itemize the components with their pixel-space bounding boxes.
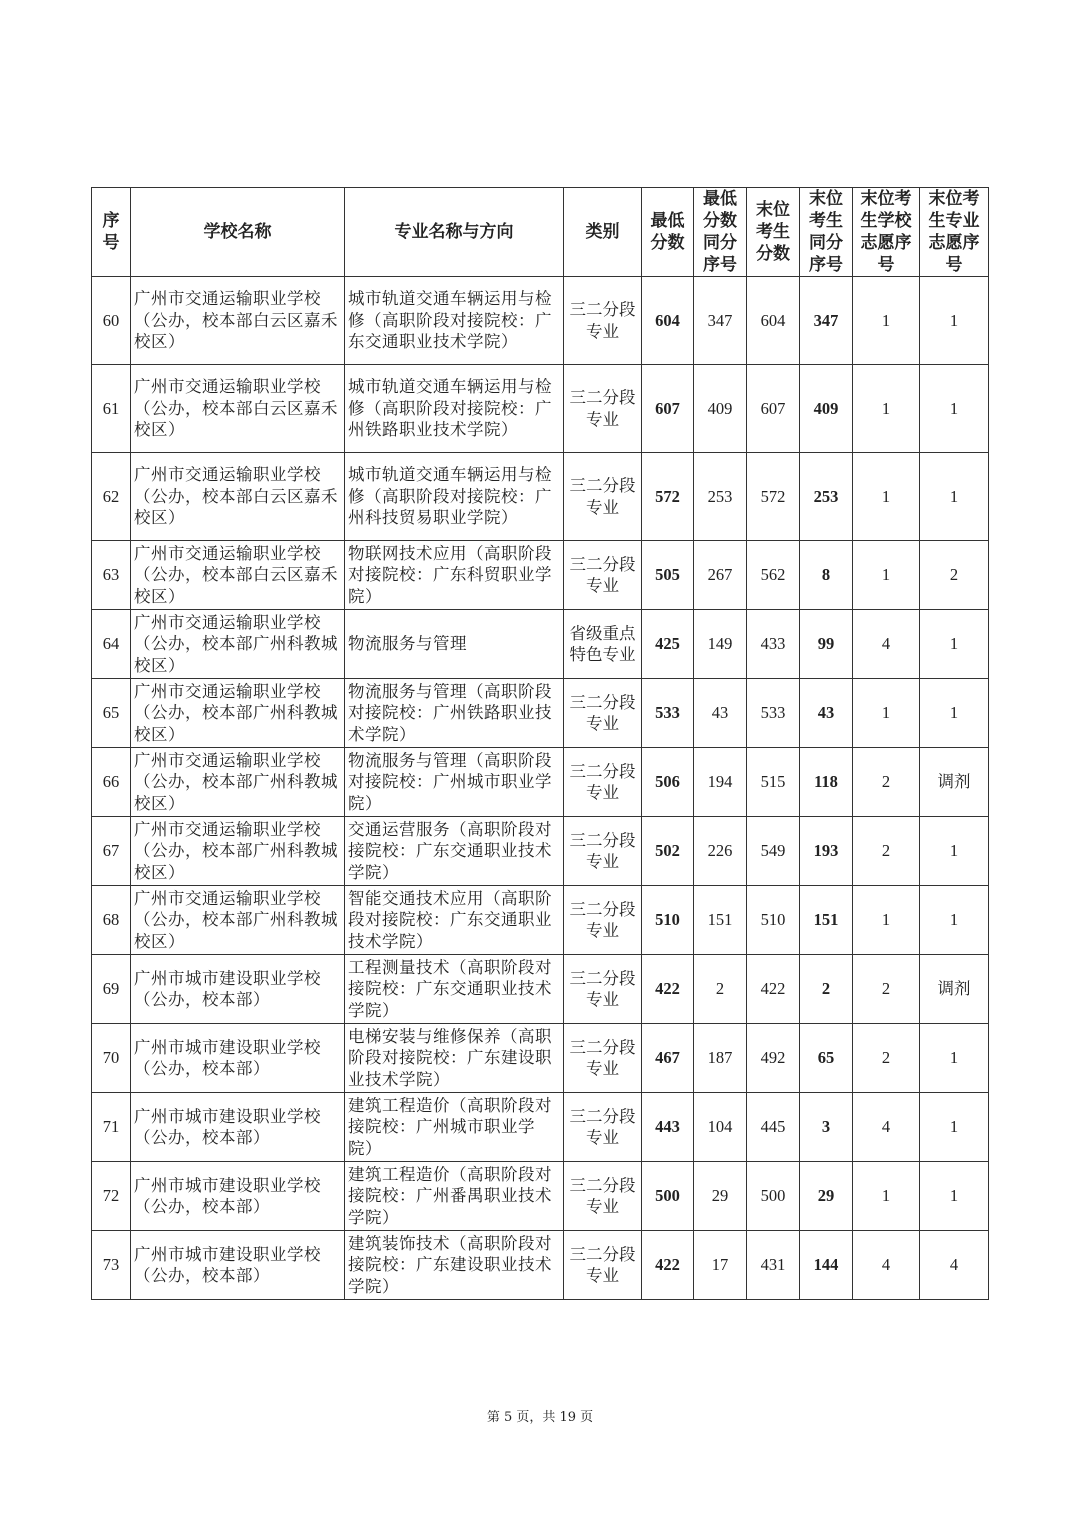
cell-min-score: 510 — [642, 886, 694, 955]
cell-major: 建筑装饰技术（高职阶段对接院校：广东建设职业技术学院） — [345, 1231, 564, 1300]
admission-table — [91, 187, 989, 1300]
cell-min-score: 467 — [642, 1024, 694, 1093]
cell-min-rank: 151 — [694, 886, 747, 955]
cell-school: 广州市交通运输职业学校（公办，校本部广州科教城校区） — [131, 748, 345, 817]
cell-major-pref: 调剂 — [920, 955, 989, 1024]
table-row — [92, 1231, 989, 1300]
table-row — [92, 541, 989, 610]
cell-major: 建筑工程造价（高职阶段对接院校：广州番禺职业技术学院） — [345, 1162, 564, 1231]
cell-min-score: 500 — [642, 1162, 694, 1231]
cell-type: 三二分段专业 — [564, 541, 642, 610]
cell-min-score: 533 — [642, 679, 694, 748]
cell-major: 物联网技术应用（高职阶段对接院校：广东科贸职业学院） — [345, 541, 564, 610]
cell-type: 三二分段专业 — [564, 1162, 642, 1231]
cell-school: 广州市城市建设职业学校（公办，校本部） — [131, 1162, 345, 1231]
cell-school: 广州市交通运输职业学校（公办，校本部广州科教城校区） — [131, 610, 345, 679]
header-school: 学校名称 — [131, 188, 345, 277]
cell-school-pref: 1 — [853, 453, 920, 541]
cell-min-score: 604 — [642, 277, 694, 365]
header-type: 类别 — [564, 188, 642, 277]
cell-major: 物流服务与管理（高职阶段对接院校：广州城市职业学院） — [345, 748, 564, 817]
cell-no: 72 — [92, 1162, 131, 1231]
cell-major: 电梯安装与维修保养（高职阶段对接院校：广东建设职业技术学院） — [345, 1024, 564, 1093]
cell-major-pref: 1 — [920, 817, 989, 886]
cell-no: 66 — [92, 748, 131, 817]
cell-no: 68 — [92, 886, 131, 955]
cell-type: 三二分段专业 — [564, 453, 642, 541]
cell-major-pref: 1 — [920, 1162, 989, 1231]
cell-last-rank: 3 — [800, 1093, 853, 1162]
cell-no: 63 — [92, 541, 131, 610]
cell-type: 三二分段专业 — [564, 277, 642, 365]
cell-no: 69 — [92, 955, 131, 1024]
cell-type: 三二分段专业 — [564, 886, 642, 955]
cell-last-rank: 409 — [800, 365, 853, 453]
cell-min-rank: 2 — [694, 955, 747, 1024]
cell-no: 64 — [92, 610, 131, 679]
table-row — [92, 817, 989, 886]
cell-major-pref: 1 — [920, 453, 989, 541]
cell-last-score: 607 — [747, 365, 800, 453]
cell-last-rank: 253 — [800, 453, 853, 541]
cell-school-pref: 2 — [853, 1024, 920, 1093]
cell-major-pref: 4 — [920, 1231, 989, 1300]
cell-type: 三二分段专业 — [564, 955, 642, 1024]
header-last-score: 末位考生分数 — [747, 188, 800, 277]
cell-major: 智能交通技术应用（高职阶段对接院校：广东交通职业技术学院） — [345, 886, 564, 955]
cell-last-rank: 43 — [800, 679, 853, 748]
cell-last-rank: 65 — [800, 1024, 853, 1093]
cell-min-score: 422 — [642, 955, 694, 1024]
cell-min-score: 425 — [642, 610, 694, 679]
cell-school-pref: 2 — [853, 748, 920, 817]
table-row — [92, 886, 989, 955]
table-row — [92, 1093, 989, 1162]
cell-school-pref: 1 — [853, 886, 920, 955]
cell-school-pref: 4 — [853, 1093, 920, 1162]
header-last-rank: 末位考生同分序号 — [800, 188, 853, 277]
cell-school-pref: 1 — [853, 1162, 920, 1231]
cell-school-pref: 1 — [853, 365, 920, 453]
cell-major-pref: 1 — [920, 1024, 989, 1093]
cell-last-rank: 193 — [800, 817, 853, 886]
cell-type: 三二分段专业 — [564, 365, 642, 453]
cell-school-pref: 2 — [853, 955, 920, 1024]
cell-school-pref: 1 — [853, 277, 920, 365]
table-row — [92, 610, 989, 679]
cell-no: 65 — [92, 679, 131, 748]
table-row — [92, 955, 989, 1024]
cell-major: 城市轨道交通车辆运用与检修（高职阶段对接院校：广州科技贸易职业学院） — [345, 453, 564, 541]
cell-school-pref: 4 — [853, 1231, 920, 1300]
table-row — [92, 1024, 989, 1093]
cell-no: 71 — [92, 1093, 131, 1162]
cell-min-rank: 267 — [694, 541, 747, 610]
table-row — [92, 1162, 989, 1231]
table-row — [92, 365, 989, 453]
cell-school-pref: 2 — [853, 817, 920, 886]
cell-last-score: 500 — [747, 1162, 800, 1231]
cell-last-rank: 8 — [800, 541, 853, 610]
cell-last-score: 562 — [747, 541, 800, 610]
cell-last-rank: 118 — [800, 748, 853, 817]
cell-major: 物流服务与管理 — [345, 610, 564, 679]
cell-school: 广州市交通运输职业学校（公办，校本部广州科教城校区） — [131, 679, 345, 748]
cell-school: 广州市交通运输职业学校（公办，校本部白云区嘉禾校区） — [131, 541, 345, 610]
cell-no: 67 — [92, 817, 131, 886]
cell-last-rank: 347 — [800, 277, 853, 365]
cell-major-pref: 1 — [920, 610, 989, 679]
cell-major-pref: 1 — [920, 365, 989, 453]
cell-min-rank: 226 — [694, 817, 747, 886]
cell-min-score: 572 — [642, 453, 694, 541]
cell-major: 交通运营服务（高职阶段对接院校：广东交通职业技术学院） — [345, 817, 564, 886]
cell-last-score: 445 — [747, 1093, 800, 1162]
cell-no: 70 — [92, 1024, 131, 1093]
cell-no: 73 — [92, 1231, 131, 1300]
cell-school: 广州市交通运输职业学校（公办，校本部广州科教城校区） — [131, 886, 345, 955]
cell-type: 三二分段专业 — [564, 679, 642, 748]
cell-type: 三二分段专业 — [564, 748, 642, 817]
header-min-score: 最低分数 — [642, 188, 694, 277]
cell-min-score: 607 — [642, 365, 694, 453]
page-footer: 第 5 页，共 19 页 — [486, 1410, 594, 1425]
cell-school-pref: 4 — [853, 610, 920, 679]
cell-major-pref: 调剂 — [920, 748, 989, 817]
cell-major: 物流服务与管理（高职阶段对接院校：广州铁路职业技术学院） — [345, 679, 564, 748]
cell-school-pref: 1 — [853, 541, 920, 610]
table-row — [92, 277, 989, 365]
cell-last-rank: 2 — [800, 955, 853, 1024]
cell-major-pref: 1 — [920, 886, 989, 955]
cell-last-score: 549 — [747, 817, 800, 886]
cell-min-rank: 253 — [694, 453, 747, 541]
header-no: 序号 — [92, 188, 131, 277]
cell-min-score: 422 — [642, 1231, 694, 1300]
cell-min-score: 443 — [642, 1093, 694, 1162]
cell-major: 城市轨道交通车辆运用与检修（高职阶段对接院校：广东交通职业技术学院） — [345, 277, 564, 365]
header-major: 专业名称与方向 — [345, 188, 564, 277]
cell-last-score: 572 — [747, 453, 800, 541]
header-major-pref: 末位考生专业志愿序号 — [920, 188, 989, 277]
cell-min-score: 502 — [642, 817, 694, 886]
cell-no: 60 — [92, 277, 131, 365]
cell-last-score: 422 — [747, 955, 800, 1024]
cell-min-rank: 194 — [694, 748, 747, 817]
cell-type: 三二分段专业 — [564, 1024, 642, 1093]
cell-major: 建筑工程造价（高职阶段对接院校：广州城市职业学院） — [345, 1093, 564, 1162]
cell-school: 广州市城市建设职业学校（公办，校本部） — [131, 1024, 345, 1093]
cell-major-pref: 1 — [920, 277, 989, 365]
cell-type: 省级重点特色专业 — [564, 610, 642, 679]
cell-school: 广州市城市建设职业学校（公办，校本部） — [131, 1093, 345, 1162]
cell-major: 工程测量技术（高职阶段对接院校：广东交通职业技术学院） — [345, 955, 564, 1024]
cell-min-rank: 43 — [694, 679, 747, 748]
cell-major-pref: 1 — [920, 1093, 989, 1162]
cell-major-pref: 2 — [920, 541, 989, 610]
cell-last-score: 431 — [747, 1231, 800, 1300]
cell-last-rank: 144 — [800, 1231, 853, 1300]
cell-last-score: 510 — [747, 886, 800, 955]
table-row — [92, 453, 989, 541]
cell-min-rank: 409 — [694, 365, 747, 453]
cell-min-rank: 104 — [694, 1093, 747, 1162]
cell-min-score: 505 — [642, 541, 694, 610]
cell-school-pref: 1 — [853, 679, 920, 748]
cell-min-rank: 347 — [694, 277, 747, 365]
table-row — [92, 748, 989, 817]
cell-last-score: 604 — [747, 277, 800, 365]
table-row — [92, 679, 989, 748]
cell-min-rank: 149 — [694, 610, 747, 679]
cell-school: 广州市城市建设职业学校（公办，校本部） — [131, 955, 345, 1024]
cell-last-rank: 151 — [800, 886, 853, 955]
cell-last-score: 433 — [747, 610, 800, 679]
cell-school: 广州市交通运输职业学校（公办，校本部广州科教城校区） — [131, 817, 345, 886]
cell-last-score: 515 — [747, 748, 800, 817]
cell-min-score: 506 — [642, 748, 694, 817]
cell-last-rank: 29 — [800, 1162, 853, 1231]
header-min-rank: 最低分数同分序号 — [694, 188, 747, 277]
cell-min-rank: 17 — [694, 1231, 747, 1300]
cell-school: 广州市交通运输职业学校（公办，校本部白云区嘉禾校区） — [131, 453, 345, 541]
header-row — [92, 188, 989, 277]
cell-min-rank: 29 — [694, 1162, 747, 1231]
cell-school: 广州市城市建设职业学校（公办，校本部） — [131, 1231, 345, 1300]
cell-school: 广州市交通运输职业学校（公办，校本部白云区嘉禾校区） — [131, 277, 345, 365]
cell-type: 三二分段专业 — [564, 817, 642, 886]
cell-min-rank: 187 — [694, 1024, 747, 1093]
header-school-pref: 末位考生学校志愿序号 — [853, 188, 920, 277]
cell-last-score: 533 — [747, 679, 800, 748]
cell-type: 三二分段专业 — [564, 1231, 642, 1300]
cell-no: 61 — [92, 365, 131, 453]
cell-last-score: 492 — [747, 1024, 800, 1093]
cell-last-rank: 99 — [800, 610, 853, 679]
cell-no: 62 — [92, 453, 131, 541]
cell-type: 三二分段专业 — [564, 1093, 642, 1162]
cell-school: 广州市交通运输职业学校（公办，校本部白云区嘉禾校区） — [131, 365, 345, 453]
cell-major: 城市轨道交通车辆运用与检修（高职阶段对接院校：广州铁路职业技术学院） — [345, 365, 564, 453]
cell-major-pref: 1 — [920, 679, 989, 748]
